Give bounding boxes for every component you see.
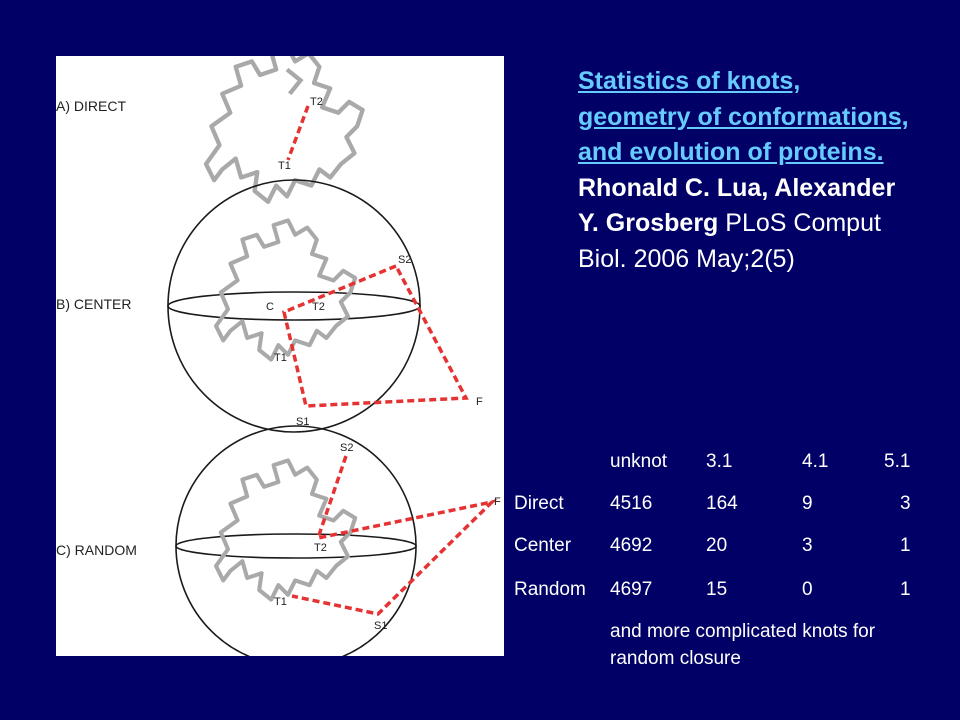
cell-direct-5-1: 3 [900, 493, 911, 514]
panel-label-direct: A) DIRECT [56, 98, 126, 114]
citation-block [578, 64, 918, 277]
point-label-t2-direct: T2 [310, 96, 323, 108]
point-label-t1-direct: T1 [278, 160, 291, 172]
cell-center-5-1: 1 [900, 535, 911, 556]
column-header-5-1: 5.1 [884, 451, 911, 472]
row-label-random: Random [514, 579, 586, 600]
point-label-s2-center: S2 [398, 254, 412, 266]
sphere-center [168, 180, 420, 432]
point-label-t1-center: T1 [274, 352, 287, 364]
row-label-direct: Direct [514, 493, 564, 514]
point-label-s1-random: S1 [374, 620, 388, 632]
cell-direct-4-1: 9 [802, 493, 813, 514]
table-note: and more complicated knots for random closure [610, 621, 876, 669]
cell-center-4-1: 3 [802, 535, 813, 556]
cell-random-4-1: 0 [802, 579, 813, 600]
paper-title-link[interactable]: Statistics of knots, geometry of conformations, and evolution of proteins. [578, 67, 909, 166]
panel-label-center: B) CENTER [56, 296, 132, 312]
protein-chain-random [216, 460, 355, 599]
point-label-s2-random: S2 [340, 442, 354, 454]
cell-direct-3-1: 164 [706, 493, 738, 514]
column-header-4-1: 4.1 [802, 451, 829, 472]
cell-random-5-1: 1 [900, 579, 911, 600]
cell-center-3-1: 20 [706, 535, 728, 556]
point-label-t2-center: T2 [312, 301, 325, 313]
cell-direct-unknot: 4516 [610, 493, 653, 514]
point-label-f-random: F [494, 496, 501, 508]
equator-center [168, 292, 420, 320]
closure-line-direct [288, 106, 308, 160]
paper-authors: Rhonald C. Lua, Alexander Y. Grosberg [578, 173, 896, 237]
equator-random [176, 534, 416, 558]
cell-random-3-1: 15 [706, 579, 728, 600]
panel-label-random: C) RANDOM [56, 542, 137, 558]
column-header-unknot: unknot [610, 451, 668, 472]
point-label-s1-center: S1 [296, 416, 310, 428]
point-label-c: C [266, 301, 274, 313]
figure-panel [56, 56, 504, 656]
point-label-t1-random: T1 [274, 596, 287, 608]
column-header-3-1: 3.1 [706, 451, 733, 472]
point-label-f-center: F [476, 396, 483, 408]
point-label-t2-random: T2 [314, 542, 327, 554]
cell-random-unknot: 4697 [610, 579, 653, 600]
paper-source: PLoS Comput Biol. 2006 May;2(5) [578, 209, 881, 273]
row-label-center: Center [514, 535, 572, 556]
closure-path-center [284, 266, 466, 406]
cell-center-unknot: 4692 [610, 535, 653, 556]
